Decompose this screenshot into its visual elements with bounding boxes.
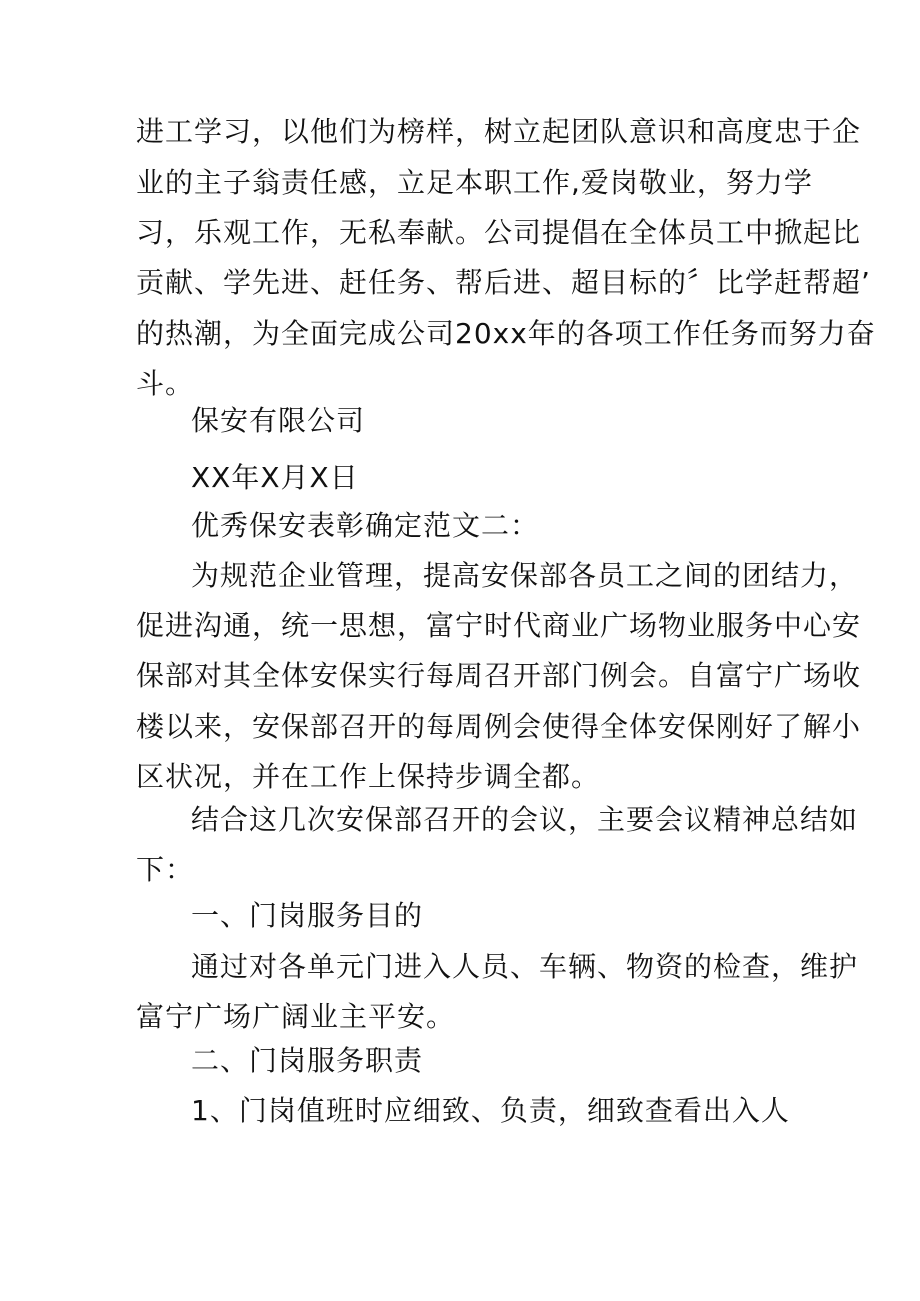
paragraph-line: 进工学习，以他们为榜样，树立起团队意识和高度忠于企 xyxy=(136,115,862,148)
paragraph-line: 贡献、学先进、赶任务、帮后进、超目标的〞比学赶帮超’ xyxy=(136,266,871,299)
paragraph-line: 业的主子翁责任感，立足本职工作,爱岗敬业，努力学 xyxy=(136,166,813,199)
paragraph-line: 斗。 xyxy=(136,367,195,400)
paragraph-line: 为规范企业管理，提高安保部各员工之间的团结力， xyxy=(191,559,859,592)
list-item: 1、门岗值班时应细致、负责，细致查看出入人 xyxy=(191,1094,790,1127)
paragraph-line: 区状况，并在工作上保持步调全都。 xyxy=(136,760,601,793)
subheading-purpose: 一、门岗服务目的 xyxy=(191,899,424,932)
paragraph-line: 促进沟通，统一思想，富宁时代商业广场物业服务中心安 xyxy=(136,609,862,642)
paragraph-line: 结合这几次安保部召开的会议，主要会议精神总结如 xyxy=(191,803,859,836)
paragraph-line: 富宁广场广阔业主平安。 xyxy=(136,1000,456,1033)
paragraph-line: 习，乐观工作，无私奉献。公司提倡在全体员工中掀起比 xyxy=(136,216,862,249)
company-signature: 保安有限公司 xyxy=(191,404,366,437)
signature-date: XX年X月X日 xyxy=(191,461,359,494)
paragraph-line: 下： xyxy=(136,853,195,886)
paragraph-line: 通过对各单元门进入人员、车辆、物资的检查，维护 xyxy=(191,950,859,983)
subheading-duties: 二、门岗服务职责 xyxy=(191,1044,424,1077)
paragraph-line: 楼以来，安保部召开的每周例会使得全体安保刚好了解小 xyxy=(136,710,862,743)
paragraph-line: 保部对其全体安保实行每周召开部门例会。自富宁广场收 xyxy=(136,659,862,692)
paragraph-line: 的热潮，为全面完成公司20xx年的各项工作任务而努力奋 xyxy=(136,317,876,350)
section-heading: 优秀保安表彰确定范文二： xyxy=(191,509,540,542)
